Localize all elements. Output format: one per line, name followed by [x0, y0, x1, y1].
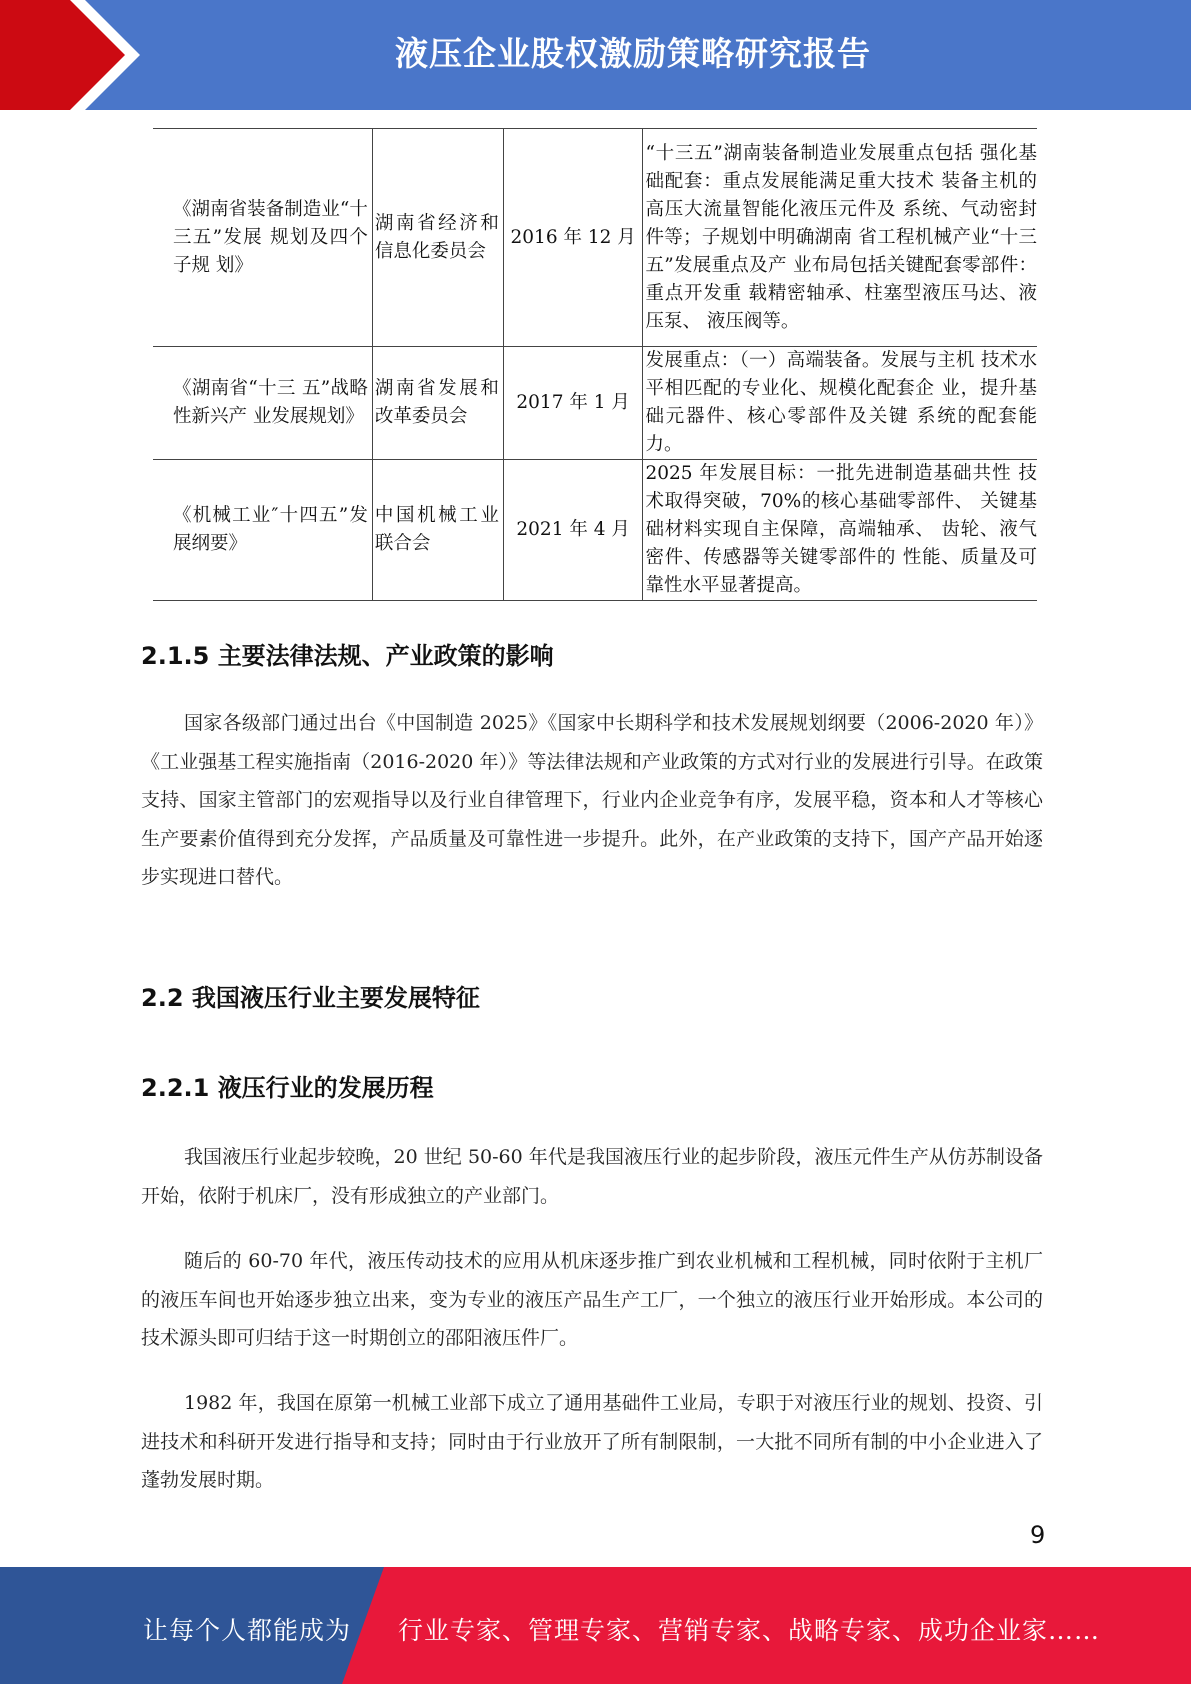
page-footer [0, 1567, 1191, 1684]
section-2-2-1-paragraph-2: 随后的 60-70 年代，液压传动技术的应用从机床逐步推广到农业机械和工程机械，同时依附于主机厂的液压车间也开始逐步独立出来，变为专业的液压产品生产工厂，一个独立的液压行业开始形成。本公司的技术源头即可归结于这一时期创立的邵阳液压件厂。 [141, 1250, 1043, 1349]
table-row [153, 347, 1037, 460]
policy-name-cell: 《机械工业″十四五”发展纲要》 [153, 460, 372, 601]
footer-slogan-left: 让每个人都能成为 [143, 1616, 352, 1645]
issuer-cell: 中国机械工业联合会 [372, 460, 503, 601]
date-cell: 2016 年 12 月 [503, 129, 643, 347]
section-heading-2-1-5: 2.1.5 主要法律法规、产业政策的影响 [141, 642, 554, 670]
report-title: 液压企业股权激励策略研究报告 [395, 34, 871, 73]
content-cell: 发展重点：（一）高端装备。发展与主机 技术水平相匹配的专业化、规模化配套企 业，提升基础元器件、核心零部件及关键 系统的配套能力。 [643, 347, 1037, 460]
date-cell: 2021 年 4 月 [503, 460, 643, 601]
policy-name-cell: 《湖南省“十三 五”战略性新兴产 业发展规划》 [153, 347, 372, 460]
issuer-cell: 湖南省发展和改革委员会 [372, 347, 503, 460]
page-number: 9 [1030, 1521, 1046, 1549]
section-2-2-1-paragraph-3: 1982 年，我国在原第一机械工业部下成立了通用基础件工业局，专职于对液压行业的规划、投资、引进技术和科研开发进行指导和支持；同时由于行业放开了所有制限制，一大批不同所有制的中小企业进入了蓬勃发展时期。 [141, 1392, 1043, 1491]
section-2-2-1-paragraph-1: 我国液压行业起步较晚，20 世纪 50-60 年代是我国液压行业的起步阶段，液压元件生产从仿苏制设备开始，依附于机床厂，没有形成独立的产业部门。 [141, 1146, 1043, 1207]
section-2-1-5-paragraph: 国家各级部门通过出台《中国制造 2025》《国家中长期科学和技术发展规划纲要（2006-2020 年）》《工业强基工程实施指南（2016-2020 年）》等法律法规和产业政策的方式对行业的发展进行引导。在政策支持、国家主管部门的宏观指导以及行业自律管理下，行业内企业竞争有序，发展平稳，资本和人才等核心生产要素价值得到充分发挥，产品质量及可靠性进一步提升。此外，在产业政策的支持下，国产产品开始逐步实现进口替代。 [141, 712, 1043, 888]
footer-slogan-right: 行业专家、管理专家、营销专家、战略专家、成功企业家…… [398, 1616, 1101, 1645]
policy-table [153, 128, 1037, 601]
policy-name-cell: 《湖南省装备制造业“十三五”发展 规划及四个子规 划》 [153, 129, 372, 347]
issuer-cell: 湖南省经济和信息化委员会 [372, 129, 503, 347]
table-row [153, 129, 1037, 347]
page-header [0, 0, 1191, 110]
content-cell: “十三五”湖南装备制造业发展重点包括 强化基础配套：重点发展能满足重大技术 装备主机的高压大流量智能化液压元件及 系统、气动密封件等；子规划中明确湖南 省工程机械产业“十三五”发展重点及产 业布局包括关键配套零部件：重点开发重 载精密轴承、柱塞型液压马达、液压泵、 液压阀等。 [643, 129, 1037, 347]
content-cell: 2025 年发展目标：一批先进制造基础共性 技术取得突破，70%的核心基础零部件、 关键基础材料实现自主保障，高端轴承、 齿轮、液气密件、传感器等关键零部件的 性能、质量及可靠性水平显著提高。 [643, 460, 1037, 601]
date-cell: 2017 年 1 月 [503, 347, 643, 460]
table-row [153, 460, 1037, 601]
section-heading-2-2: 2.2 我国液压行业主要发展特征 [141, 984, 480, 1012]
section-heading-2-2-1: 2.2.1 液压行业的发展历程 [141, 1074, 434, 1102]
